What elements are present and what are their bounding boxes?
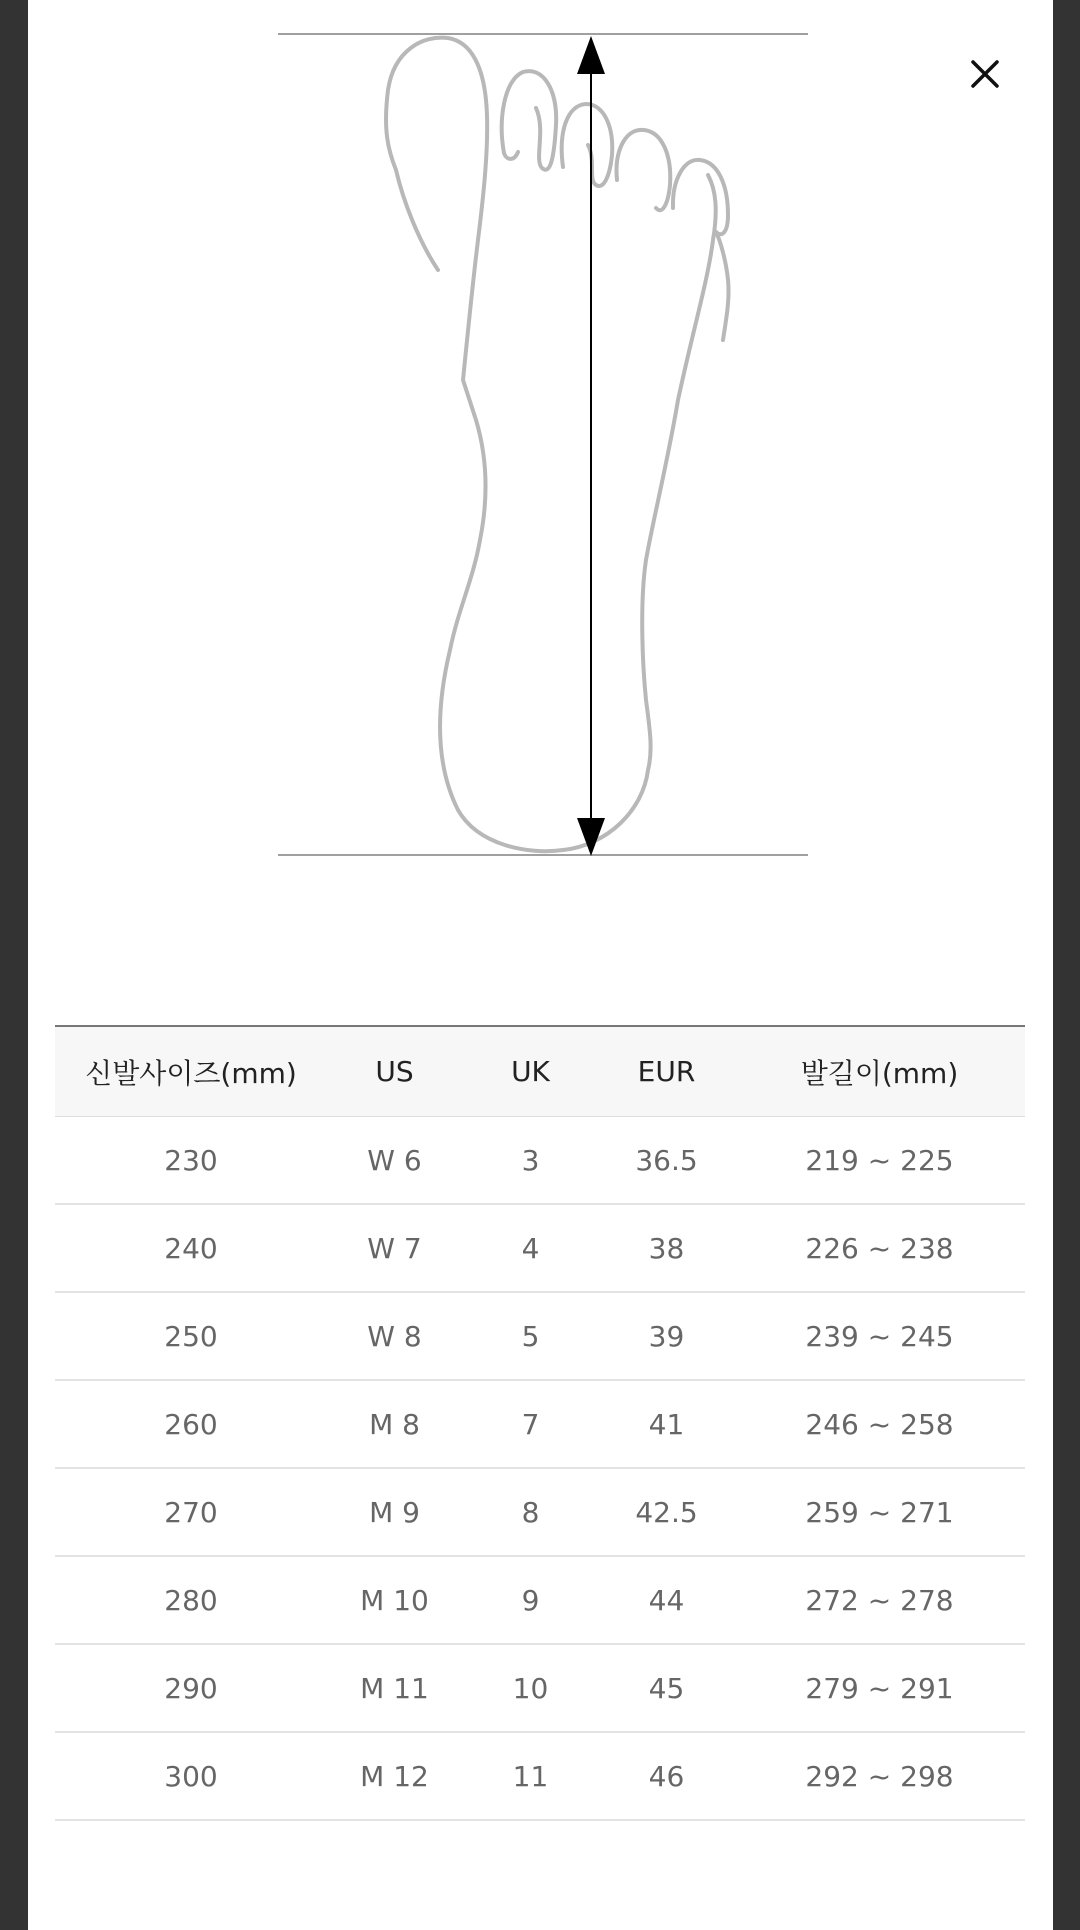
- cell-eur: 42.5: [635, 1495, 698, 1529]
- cell-eur: 46: [648, 1759, 685, 1793]
- table-header-row: [55, 1026, 1025, 1117]
- cell-uk: 5: [521, 1319, 540, 1353]
- arrow-up-icon: [577, 36, 605, 74]
- cell-us: M 10: [360, 1583, 429, 1617]
- header-uk: UK: [511, 1055, 550, 1088]
- foot-measurement-diagram: [28, 0, 1053, 880]
- cell-us: M 12: [360, 1759, 429, 1793]
- table-row: [55, 1732, 1025, 1820]
- cell-uk: 7: [521, 1407, 540, 1441]
- table-row: [55, 1204, 1025, 1292]
- cell-eur: 39: [648, 1319, 685, 1353]
- table-row: [55, 1117, 1025, 1205]
- close-icon: [970, 59, 1000, 89]
- header-shoe-size: 신발사이즈(mm): [85, 1056, 297, 1090]
- header-eur: EUR: [637, 1055, 696, 1088]
- cell-foot-length: 292 ~ 298: [805, 1759, 954, 1793]
- cell-foot-length: 219 ~ 225: [805, 1143, 954, 1177]
- cell-us: W 6: [367, 1143, 422, 1177]
- cell-us: W 8: [367, 1319, 422, 1353]
- cell-foot-length: 272 ~ 278: [805, 1583, 954, 1617]
- cell-eur: 38: [648, 1231, 685, 1265]
- cell-shoe-size: 290: [164, 1671, 218, 1705]
- header-us: US: [375, 1055, 414, 1088]
- cell-eur: 44: [648, 1583, 685, 1617]
- cell-us: M 11: [360, 1671, 429, 1705]
- table-row: [55, 1292, 1025, 1380]
- table-row: [55, 1556, 1025, 1644]
- cell-uk: 9: [521, 1583, 540, 1617]
- cell-uk: 4: [521, 1231, 540, 1265]
- table-row: [55, 1644, 1025, 1732]
- cell-eur: 36.5: [635, 1143, 698, 1177]
- table-row: [55, 1380, 1025, 1468]
- cell-shoe-size: 230: [164, 1143, 218, 1177]
- cell-eur: 45: [648, 1671, 685, 1705]
- cell-shoe-size: 250: [164, 1319, 218, 1353]
- cell-shoe-size: 240: [164, 1231, 218, 1265]
- cell-uk: 10: [512, 1671, 549, 1705]
- cell-us: M 8: [369, 1407, 420, 1441]
- cell-uk: 11: [512, 1759, 549, 1793]
- cell-foot-length: 226 ~ 238: [805, 1231, 954, 1265]
- cell-foot-length: 246 ~ 258: [805, 1407, 954, 1441]
- header-foot-length: 발길이(mm): [800, 1056, 959, 1090]
- cell-eur: 41: [648, 1407, 685, 1441]
- cell-foot-length: 279 ~ 291: [805, 1671, 954, 1705]
- cell-shoe-size: 300: [164, 1759, 218, 1793]
- cell-us: W 7: [367, 1231, 422, 1265]
- cell-shoe-size: 280: [164, 1583, 218, 1617]
- cell-us: M 9: [369, 1495, 420, 1529]
- cell-foot-length: 239 ~ 245: [805, 1319, 954, 1353]
- size-chart-table: [55, 1025, 1025, 1821]
- foot-outline-icon: [386, 38, 729, 852]
- cell-uk: 3: [521, 1143, 540, 1177]
- size-guide-modal: [28, 0, 1053, 1930]
- close-button[interactable]: [957, 46, 1013, 102]
- cell-shoe-size: 270: [164, 1495, 218, 1529]
- table-row: [55, 1468, 1025, 1556]
- cell-shoe-size: 260: [164, 1407, 218, 1441]
- cell-uk: 8: [521, 1495, 540, 1529]
- cell-foot-length: 259 ~ 271: [805, 1495, 954, 1529]
